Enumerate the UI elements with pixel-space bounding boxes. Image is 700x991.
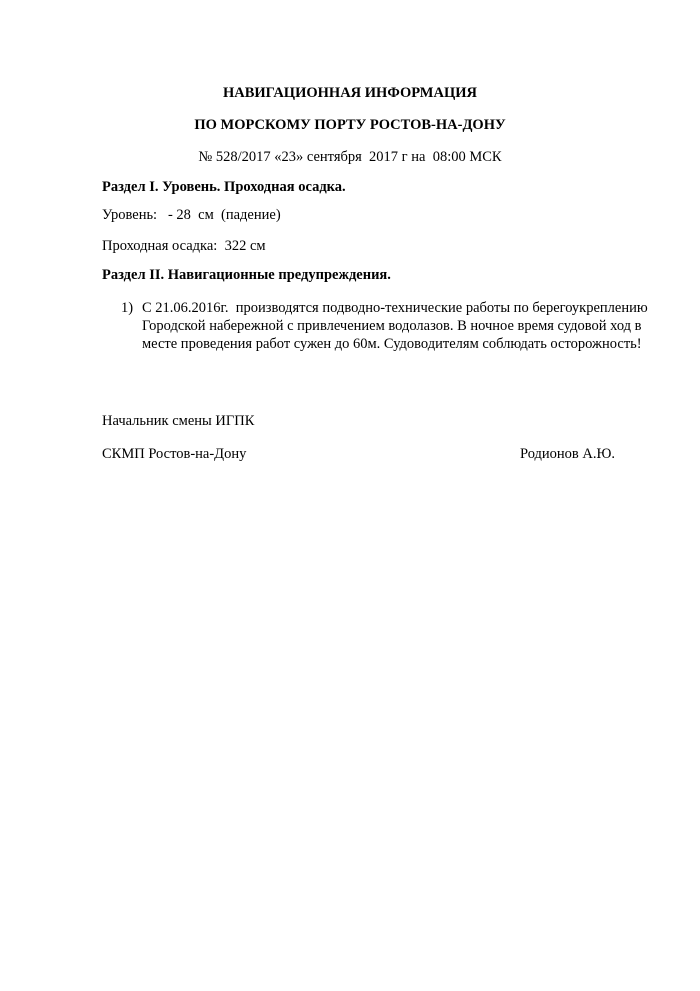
signatory-name: Родионов А.Ю. bbox=[520, 446, 616, 462]
warning-item-number: 1) bbox=[121, 300, 134, 316]
warning-text-line: С 21.06.2016г. производятся подводно-технические работы по берегоукреплению bbox=[142, 300, 648, 316]
section-1-heading: Раздел I. Уровень. Проходная осадка. bbox=[102, 179, 346, 195]
warning-text-line: месте проведения работ сужен до 60м. Судоводителям соблюдать осторожность! bbox=[142, 336, 642, 352]
signatory-position-line-1: Начальник смены ИГПК bbox=[102, 413, 255, 429]
signatory-position-line-2: СКМП Ростов-на-Дону bbox=[102, 446, 247, 462]
section-2-heading: Раздел II. Навигационные предупреждения. bbox=[102, 267, 391, 283]
document-title-line-1: НАВИГАЦИОННАЯ ИНФОРМАЦИЯ bbox=[222, 85, 477, 101]
document-title-line-2: ПО МОРСКОМУ ПОРТУ РОСТОВ-НА-ДОНУ bbox=[194, 117, 506, 133]
water-level: Уровень: - 28 см (падение) bbox=[102, 207, 281, 223]
passage-draft: Проходная осадка: 322 см bbox=[102, 238, 266, 254]
warning-text-line: Городской набережной с привлечением водолазов. В ночное время судовой ход в bbox=[142, 318, 642, 334]
warning-item-text bbox=[142, 299, 662, 353]
issue-number-date: № 528/2017 «23» сентября 2017 г на 08:00 МСК bbox=[198, 149, 502, 165]
